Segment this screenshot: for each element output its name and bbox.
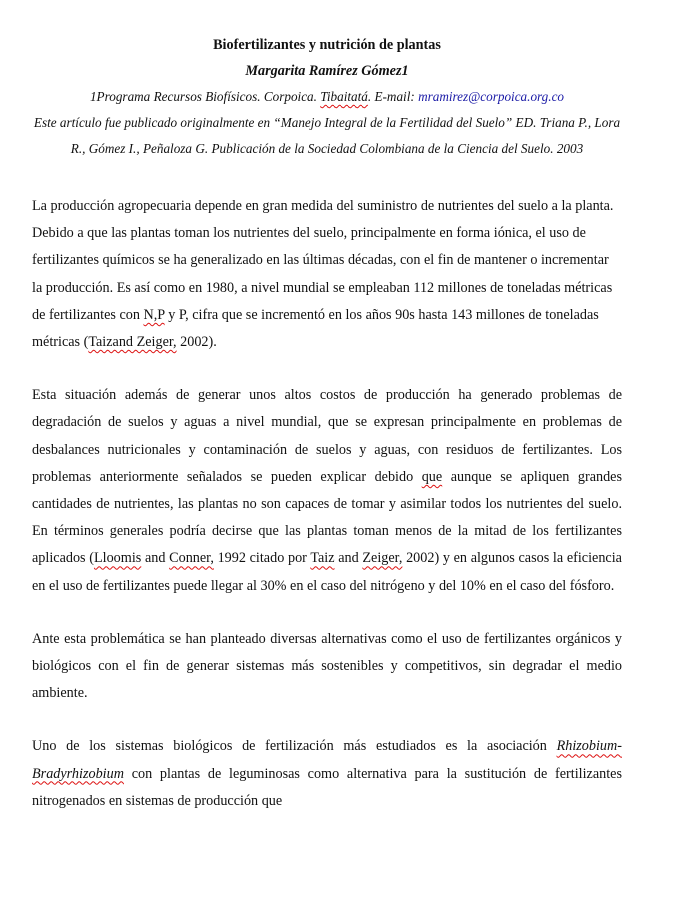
paragraph-2-text-b: aunque se apliquen grandes cantidades de nutrientes, las plantas no son capaces de tomar y asimilar todos los nutrientes del suelo. En términos generales podría decirse que las plantas toman menos de la mitad de los fertilizantes aplicados ( xyxy=(32,468,623,567)
paragraph-4 xyxy=(32,733,622,815)
publication-note: Este artículo fue publicado originalmente en “Manejo Integral de la Fertilidad del Suelo” ED. Triana P., Lora R., Gómez I., Peñaloza G. Publicación de la Sociedad Colombiana de la Ciencia del Suelo. 2003 xyxy=(33,115,621,156)
email-label: . E-mail: xyxy=(367,89,415,104)
document-title: Biofertilizantes y nutrición de plantas xyxy=(213,37,441,53)
paragraph-2-text-f: 2002) y en algunos casos la eficiencia en el uso de fertilizantes puede llegar al 30% en el caso del nitrógeno y del 10% en el caso del fósforo. xyxy=(32,550,622,594)
paragraph-4-bradyrhizobium: Bradyrhizobium xyxy=(32,765,124,782)
paragraph-3: Ante esta problemática se han planteado diversas alternativas como el uso de fertilizantes orgánicos y biológicos con el fin de generar sistemas más sostenibles y competitivos, sin degradar el medio ambiente. xyxy=(32,630,622,702)
affiliation-place: Tibaitatá xyxy=(320,89,368,104)
document-body xyxy=(32,193,622,815)
paragraph-1-citation: Taizand Zeiger, xyxy=(88,334,177,351)
document-author: Margarita Ramírez Gómez1 xyxy=(245,63,409,79)
paragraph-1-np: N,P xyxy=(143,306,165,323)
email-link[interactable]: mramirez@corpoica.org.co xyxy=(418,89,565,104)
paragraph-1 xyxy=(32,193,622,356)
paragraph-1-text-b: y P, cifra que se incrementó en los años 90s hasta 143 millones de toneladas métricas ( xyxy=(32,306,599,351)
paragraph-2-text-a: Esta situación además de generar unos altos costos de producción ha generado problemas de degradación de suelos y aguas a nivel mundial, que se expresan principalmente en problemas de desbalances nutricionales y contaminación de suelos y aguas, con residuos de fertilizantes. Los problemas anteriormente señalados se pueden explicar debido xyxy=(32,387,622,485)
paragraph-2-que: que xyxy=(421,468,443,485)
paragraph-2-zeiger: Zeiger, xyxy=(362,550,403,567)
paragraph-2 xyxy=(32,382,622,600)
paragraph-4-text-b: con plantas de leguminosas como alternativa para la sustitución de fertilizantes nitrogenados en sistemas de producción que xyxy=(32,765,622,809)
paragraph-4-text-a: Uno de los sistemas biológicos de fertilización más estudiados es la asociación xyxy=(32,738,557,755)
paragraph-2-taiz: Taiz xyxy=(310,550,335,567)
paragraph-2-conner: Conner, xyxy=(169,550,214,567)
document-meta xyxy=(32,84,622,162)
paragraph-2-text-e: and xyxy=(334,550,363,567)
paragraph-2-text-d: 1992 citado por xyxy=(213,550,311,567)
paragraph-2-lloomis: Lloomis xyxy=(93,550,142,567)
paragraph-1-text-a: La producción agropecuaria depende en gran medida del suministro de nutrientes del suelo a la planta. Debido a que las plantas toman los nutrientes del suelo, principalmente en forma iónica, el uso de fertilizantes químicos se ha generalizado en las últimas décadas, con el fin de mantener o incrementar la producción. Es así como en 1980, a nivel mundial se empleaban 112 millones de toneladas métricas de fertilizantes con xyxy=(32,198,614,323)
document-header xyxy=(32,0,622,162)
paragraph-1-text-c: 2002). xyxy=(176,334,217,351)
paragraph-4-rhizobium: Rhizobium- xyxy=(556,738,622,755)
paragraph-2-text-c: and xyxy=(141,550,170,567)
affiliation-prefix: 1Programa Recursos Biofísicos. Corpoica. xyxy=(89,89,317,104)
